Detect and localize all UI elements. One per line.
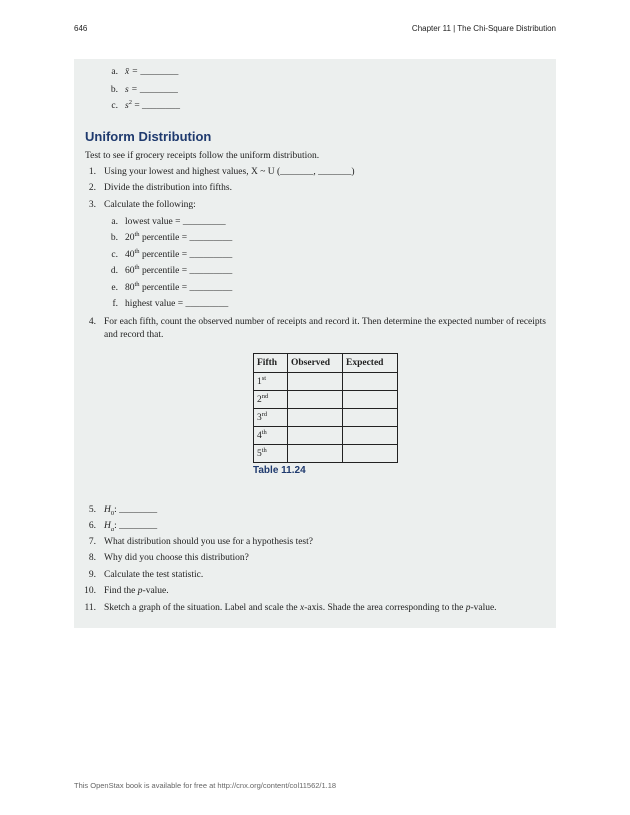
expected-cell	[343, 373, 398, 391]
step-10-text: Find the p-value.	[104, 586, 169, 596]
item-letter: e.	[111, 283, 118, 293]
expected-cell	[343, 445, 398, 463]
step-number: 4.	[88, 317, 96, 327]
step-3-text: Calculate the following:	[104, 200, 196, 210]
step-number: 2.	[88, 183, 96, 193]
sd-blank: s = ________	[125, 85, 178, 95]
calc-item: 20th percentile = _________	[125, 230, 233, 243]
step-number: 8.	[88, 553, 96, 563]
column-header: Observed	[288, 354, 343, 373]
fifth-cell: 1st	[254, 373, 288, 391]
observed-cell	[288, 373, 343, 391]
item-letter: a.	[111, 217, 118, 227]
step-8-text: Why did you choose this distribution?	[104, 553, 249, 563]
step-number: 3.	[88, 200, 96, 210]
fifths-table	[253, 353, 398, 463]
fifth-cell: 2nd	[254, 391, 288, 409]
variance-blank: $s^2$ = ________	[125, 98, 181, 111]
table-caption: Table 11.24	[253, 465, 306, 476]
column-header: Expected	[343, 354, 398, 373]
column-header: Fifth	[254, 354, 288, 373]
step-number: 10.	[84, 586, 96, 596]
calc-item: lowest value = _________	[125, 217, 226, 227]
table-row	[254, 409, 398, 427]
table-row	[254, 445, 398, 463]
step-4-text: For each fifth, count the observed number of receipts and record it. Then determine the expected number of receipts and record that.	[104, 317, 546, 340]
calc-item: highest value = _________	[125, 299, 229, 309]
page-number: 646	[74, 24, 88, 33]
observed-cell	[288, 391, 343, 409]
table-row	[254, 427, 398, 445]
fifth-cell: 5th	[254, 445, 288, 463]
step-number: 11.	[84, 603, 96, 613]
expected-cell	[343, 427, 398, 445]
step-11-text: Sketch a graph of the situation. Label and scale the x-axis. Shade the area corresponding to the p-value.	[104, 603, 497, 613]
table-row	[254, 373, 398, 391]
mean-blank: x̄ = ________	[125, 67, 179, 77]
step-number: 5.	[88, 505, 96, 515]
calc-item: 60th percentile = _________	[125, 263, 233, 276]
observed-cell	[288, 409, 343, 427]
item-letter: d.	[110, 266, 118, 276]
step-number: 9.	[88, 570, 96, 580]
item-letter: f.	[112, 299, 118, 309]
alt-hypothesis: $H_a$: ________	[104, 521, 158, 533]
item-letter: a.	[111, 67, 118, 77]
step-1-text: Using your lowest and highest values, X ~ U (_______, _______)	[104, 167, 355, 177]
expected-cell	[343, 409, 398, 427]
item-letter: b.	[110, 85, 118, 95]
chapter-header: Chapter 11 | The Chi-Square Distribution	[411, 24, 556, 33]
item-letter: c.	[111, 101, 118, 111]
fifth-cell: 3rd	[254, 409, 288, 427]
item-letter: b.	[110, 233, 118, 243]
step-7-text: What distribution should you use for a hypothesis test?	[104, 537, 313, 547]
intro-text: Test to see if grocery receipts follow the uniform distribution.	[85, 151, 320, 161]
section-title: Uniform Distribution	[85, 129, 212, 144]
observed-cell	[288, 427, 343, 445]
calc-item: 40th percentile = _________	[125, 247, 233, 260]
observed-cell	[288, 445, 343, 463]
step-number: 7.	[88, 537, 96, 547]
step-number: 1.	[88, 167, 96, 177]
step-number: 6.	[88, 521, 96, 531]
item-letter: c.	[111, 250, 118, 260]
step-9-text: Calculate the test statistic.	[104, 570, 204, 580]
table-row	[254, 391, 398, 409]
page-footer: This OpenStax book is available for free at http://cnx.org/content/col11562/1.18	[74, 781, 337, 790]
step-2-text: Divide the distribution into fifths.	[104, 183, 232, 193]
null-hypothesis: $H_0$: ________	[104, 505, 158, 517]
expected-cell	[343, 391, 398, 409]
fifth-cell: 4th	[254, 427, 288, 445]
calc-item: 80th percentile = _________	[125, 280, 233, 293]
